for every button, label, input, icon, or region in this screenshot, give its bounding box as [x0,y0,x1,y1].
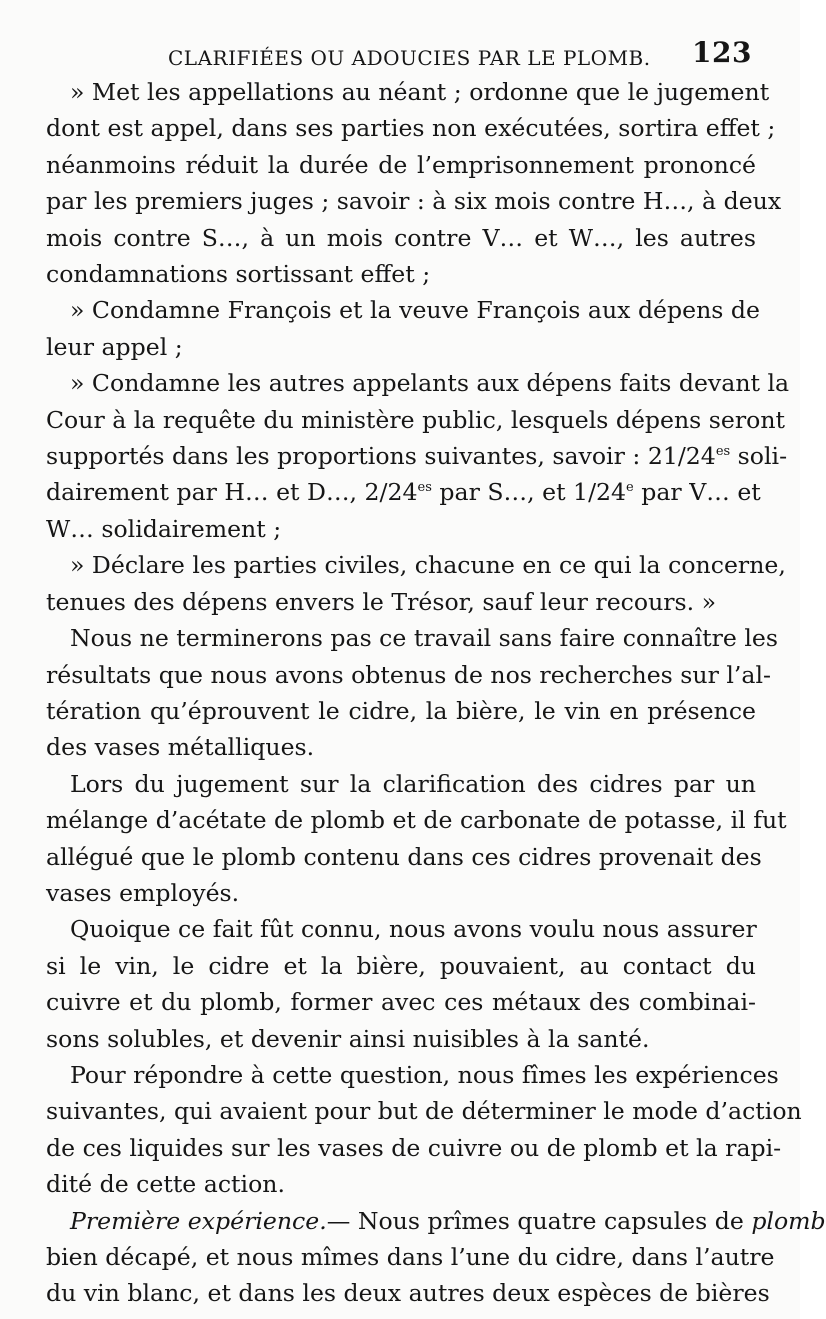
text-line: Pour répondre à cette question, nous fîmes les expériences [70,1060,779,1089]
text-line: Quoique ce fait fût connu, nous avons voulu nous assurer [70,915,757,944]
text-line: » Met les appellations au néant ; ordonne que le jugement [70,78,770,106]
text-line: des vases métalliques. [46,733,315,762]
text-run: par V… et [633,478,761,507]
italic-word: plomb [751,1206,826,1235]
text-line [46,474,761,510]
text-line: Lors du jugement sur la clarification des cidres par un [70,769,756,798]
superscript: e [626,480,634,496]
text-line: mois contre S…, à un mois contre V… et W…, les autres [46,223,756,252]
text-run: par S…, et 1/24 [431,478,627,507]
text-line: néanmoins réduit la durée de l’emprisonnement prononcé [46,150,756,179]
page-body [46,74,826,1312]
text-line: mélange d’acétate de plomb et de carbonate de potasse, il fut [46,806,787,835]
text-line: allégué que le plomb contenu dans ces cidres provenait des [46,842,762,871]
text-line: dont est appel, dans ses parties non exécutées, sortira effet ; [46,114,776,143]
text-line: » Condamne les autres appelants aux dépens faits devant la [70,369,790,398]
italic-heading: Première expérience. [70,1206,327,1235]
text-line: W… solidairement ; [46,514,282,543]
text-line: tération qu’éprouvent le cidre, la bière, le vin en présence [46,696,756,725]
text-line: par les premiers juges ; savoir : à six mois contre H…, à deux [46,187,782,216]
superscript: es [417,480,432,496]
text-line: sons solubles, et devenir ainsi nuisibles à la santé. [46,1024,650,1053]
text-line: dité de cette action. [46,1170,285,1199]
text-line: Cour à la requête du ministère public, lesquels dépens seront [46,405,786,434]
text-line: tenues des dépens envers le Trésor, sauf leur recours. » [46,587,717,616]
page-number: 123 [692,36,752,69]
superscript: es [715,444,731,460]
text-run: — Nous prîmes quatre capsules de [326,1206,752,1235]
text-run: soli- [730,442,788,471]
text-run: supportés dans les proportions suivantes, savoir : 21/24 [46,442,716,471]
text-line [46,438,788,474]
text-line: vases employés. [46,878,240,907]
running-title: CLARIFIÉES OU ADOUCIES PAR LE PLOMB. [168,46,651,70]
running-header [168,36,756,72]
text-line: cuivre et du plomb, former avec ces métaux des combinai- [46,988,756,1017]
text-line: du vin blanc, et dans les deux autres deux espèces de bières [46,1279,770,1308]
text-line: leur appel ; [46,332,183,361]
text-line: résultats que nous avons obtenus de nos recherches sur l’al- [46,660,772,689]
text-line: suivantes, qui avaient pour but de déterminer le mode d’action [46,1097,802,1126]
text-line: de ces liquides sur les vases de cuivre ou de plomb et la rapi- [46,1133,782,1162]
text-line: condamnations sortissant effet ; [46,260,431,289]
text-line: si le vin, le cidre et la bière, pouvaient, au contact du [46,951,756,980]
text-line: » Condamne François et la veuve François aux dépens de [70,296,760,325]
text-line [46,1203,826,1239]
text-line: bien décapé, et nous mîmes dans l’une du cidre, dans l’autre [46,1243,775,1271]
text-line: » Déclare les parties civiles, chacune en ce qui la concerne, [70,551,786,580]
text-line: Nous ne terminerons pas ce travail sans faire connaître les [70,624,778,653]
text-run: dairement par H… et D…, 2/24 [46,478,418,507]
